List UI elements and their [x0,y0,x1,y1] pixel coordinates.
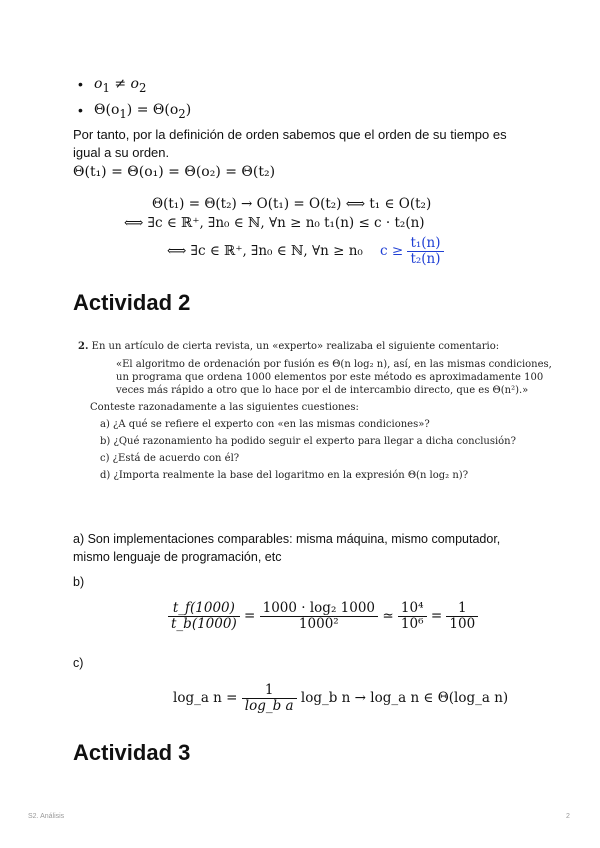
math-sub: 2 [178,106,186,121]
bullet-list [78,73,191,125]
label-b: b) [73,575,85,589]
exercise-intro-text: En un artículo de cierta revista, un «experto» realizaba el siguiente comentario: [91,341,500,352]
fraction-num: t_f(1000) [168,601,240,617]
derivation-row-3 [167,236,444,267]
footer-doc-title: S2. Análisis [28,813,65,820]
math-sub: 1 [102,80,110,95]
equals-sign: = [244,608,256,624]
blue-lhs: c ≥ [379,243,404,259]
fraction-den: 10⁶ [400,616,424,632]
equation-c-rhs: log_b n → log_a n ∈ Θ(log_a n) [300,690,509,706]
approx-sign: ≃ [382,608,394,624]
fraction-num: 10⁴ [398,601,427,617]
fraction-powers [398,601,427,632]
label-c: c) [73,656,84,670]
paragraph-text: Por tanto, por la definición de orden sabemos que el orden de su tiempo es igual a su orden. [73,127,507,160]
exercise-quote-1: «El algoritmo de ordenación por fusión es Θ(n log₂ n), así, en las mismas condiciones, [116,359,552,370]
fraction-log [260,601,378,632]
footer-page-number: 2 [566,813,570,820]
fraction-num: 1 [242,683,297,699]
math-op: ≠ [114,76,127,92]
equation-b [168,601,478,632]
fraction-result [446,601,478,632]
fraction-num: 1 [446,601,478,617]
section-title-actividad-3: Actividad 3 [73,740,191,765]
answer-a: a) Son implementaciones comparables: misma máquina, mismo computador, mismo lenguaje de programación, etc [73,532,501,564]
equals-sign: = [430,608,443,624]
equation-line: Θ(t₁) = Θ(o₁) = Θ(o₂) = Θ(t₂) [73,164,276,180]
exercise-question-d: d) ¿Importa realmente la base del logaritmo en la expresión Θ(n log₂ n)? [100,470,469,481]
bullet-item [78,99,191,125]
derivation-row-2: ⟺ ∃c ∈ ℝ⁺, ∃n₀ ∈ ℕ, ∀n ≥ n₀ t₁(n) ≤ c · t₂(n) [124,215,425,231]
fraction-den: t_b(1000) [171,616,237,632]
exercise-quote-3: veces más rápido a otro que lo hace por el de intercambio directo, que es Θ(n²).» [116,385,529,396]
equation-c-lhs: log_a n = [173,690,238,706]
fraction-log-base [242,683,297,714]
derivation-row-3-text: ⟺ ∃c ∈ ℝ⁺, ∃n₀ ∈ ℕ, ∀n ≥ n₀ [167,243,363,259]
math-var: o [94,76,103,92]
exercise-question-b: b) ¿Qué razonamiento ha podido seguir el experto para llegar a dicha conclusión? [100,436,516,447]
exercise-prompt: Conteste razonadamente a las siguientes cuestiones: [90,402,359,413]
derivation-block [0,196,600,276]
blue-fraction-num: t₁(n) [407,236,443,252]
math-sub: 2 [138,80,147,95]
fraction-tf-tb [168,601,240,632]
fraction-den: 100 [449,616,476,632]
blue-fraction-den: t₂(n) [410,251,441,267]
exercise-question-a: a) ¿A qué se refiere el experto con «en las mismas condiciones»? [100,419,430,430]
math-text: ) [185,102,192,118]
exercise-question-c: c) ¿Está de acuerdo con él? [100,453,240,464]
exercise-number: 2. [78,341,89,352]
bullet-item [78,73,191,99]
math-text: Θ(o [94,102,120,118]
fraction-num: 1000 · log₂ 1000 [260,601,378,617]
exercise-scan [78,340,552,481]
exercise-quote-2: un programa que ordena 1000 elementos por este método es aproximadamente 100 [116,372,544,383]
math-text: ) = Θ(o [126,102,179,118]
fraction-den: log_b a [244,698,294,714]
blue-inequality [379,235,444,267]
blue-fraction [407,236,443,267]
section-title-actividad-2: Actividad 2 [73,290,191,315]
equation-c [173,683,508,714]
math-sub: 1 [119,106,127,121]
math-var: o [130,76,139,92]
fraction-den: 1000² [298,616,339,632]
exercise-intro [78,340,499,353]
derivation-row-1: Θ(t₁) = Θ(t₂) → O(t₁) = O(t₂) ⟺ t₁ ∈ O(t₂) [152,196,432,212]
